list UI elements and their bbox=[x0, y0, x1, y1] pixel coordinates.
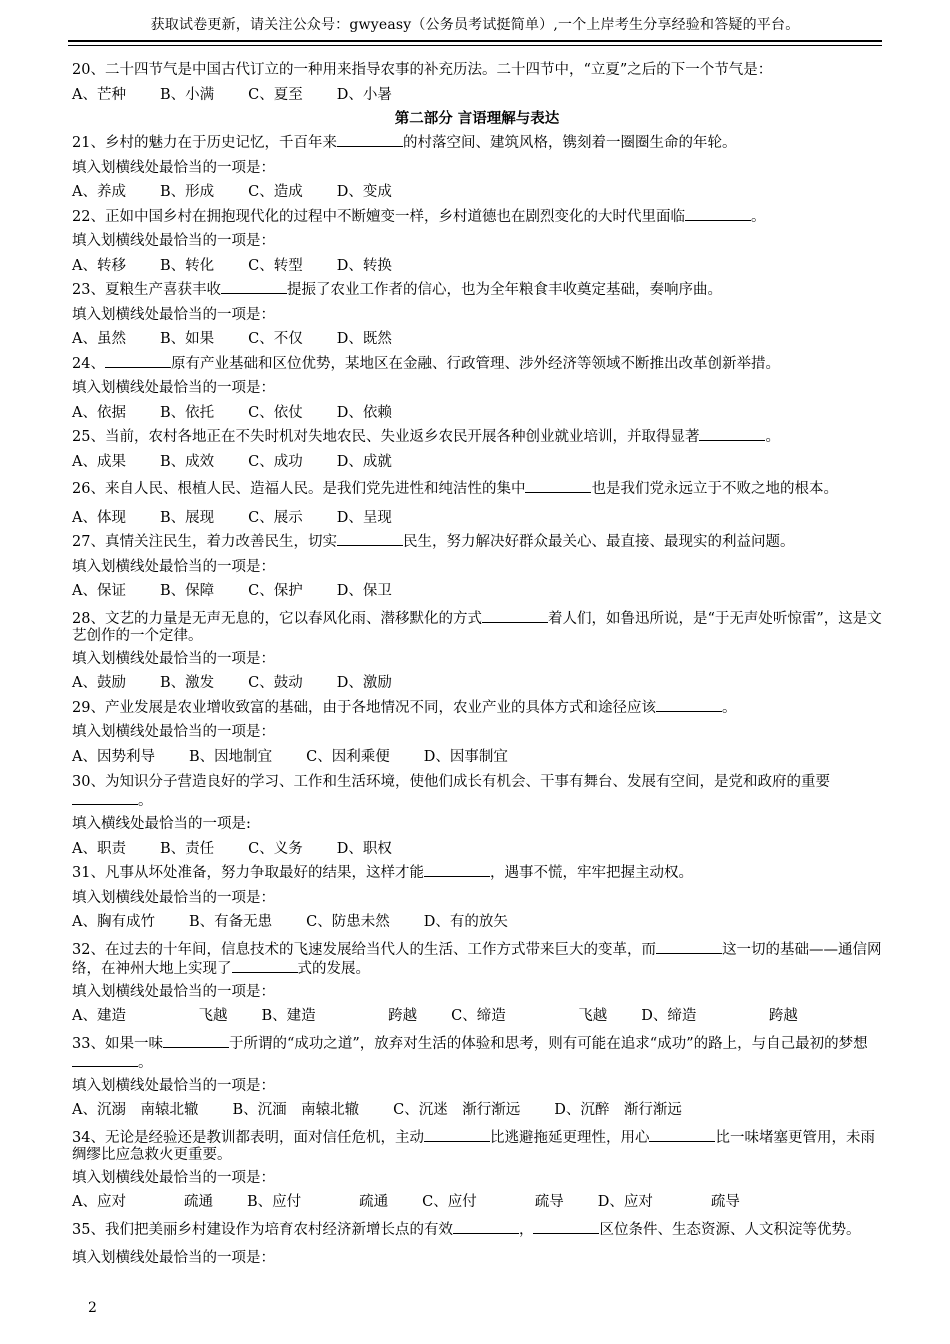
option: D、职权 bbox=[336, 840, 392, 857]
answer-blank bbox=[72, 791, 138, 805]
option: B、成效 bbox=[159, 453, 215, 470]
answer-blank bbox=[656, 940, 722, 954]
options-27 bbox=[72, 579, 882, 604]
option: C、保护 bbox=[248, 583, 303, 599]
prompt: 填入划横线处最恰当的一项是： bbox=[72, 558, 275, 575]
option: B、形成 bbox=[159, 184, 215, 200]
option: D、缔造 跨越 bbox=[641, 1008, 798, 1024]
question-25: 25、当前，农村各地正在不失时机对失地农民、失业返乡农民开展各种创业就业培训，并取得显著 。 bbox=[72, 429, 780, 445]
options-30 bbox=[72, 837, 882, 862]
option: C、成功 bbox=[248, 453, 303, 470]
options-28 bbox=[72, 671, 882, 696]
option: D、既然 bbox=[336, 331, 392, 347]
options-34 bbox=[72, 1190, 882, 1215]
options-25 bbox=[72, 450, 882, 475]
option: A、转移 bbox=[72, 257, 126, 274]
prompt: 填入划横线处最恰当的一项是： bbox=[72, 1250, 275, 1266]
option: A、成果 bbox=[72, 453, 126, 470]
option: A、芒种 bbox=[72, 86, 126, 103]
options-26 bbox=[72, 506, 882, 531]
answer-blank bbox=[337, 532, 403, 546]
option: C、造成 bbox=[248, 184, 303, 200]
option: A、胸有成竹 bbox=[72, 914, 155, 930]
option: A、应对 疏通 bbox=[72, 1194, 213, 1210]
option: A、养成 bbox=[72, 184, 126, 200]
header-rule-thin bbox=[68, 45, 882, 46]
option: D、激励 bbox=[336, 675, 392, 691]
question-31: 31、凡事从坏处准备，努力争取最好的结果，这样才能 ，遇事不慌，牢牢把握主动权。 bbox=[72, 865, 693, 881]
option: B、转化 bbox=[159, 257, 215, 274]
options-33 bbox=[72, 1098, 882, 1123]
option: C、防患未然 bbox=[306, 914, 390, 930]
options-22 bbox=[72, 254, 882, 279]
prompt: 填入划横线处最恰当的一项是： bbox=[72, 889, 275, 906]
option: A、沉溺 南辕北辙 bbox=[72, 1102, 199, 1118]
option: B、应付 疏通 bbox=[246, 1194, 389, 1210]
answer-blank bbox=[656, 698, 722, 712]
prompt: 填入划横线处最恰当的一项是： bbox=[72, 650, 275, 667]
options-24 bbox=[72, 401, 882, 426]
options-21 bbox=[72, 180, 882, 205]
option: D、有的放矢 bbox=[423, 914, 508, 930]
option: C、沉迷 渐行渐远 bbox=[393, 1102, 521, 1118]
options-20 bbox=[72, 83, 882, 108]
question-27: 27、真情关注民生，着力改善民生，切实 民生，努力解决好群众最关心、最直接、最现实的利益问题。 bbox=[72, 534, 795, 550]
question-24: 24、 原有产业基础和区位优势，某地区在金融、行政管理、涉外经济等领域不断推出改革创新举措。 bbox=[72, 355, 780, 372]
page-number: 2 bbox=[88, 1300, 97, 1316]
answer-blank bbox=[699, 427, 765, 441]
prompt: 填入划横线处最恰当的一项是： bbox=[72, 306, 275, 323]
answer-blank bbox=[424, 1128, 490, 1142]
options-32 bbox=[72, 1004, 882, 1029]
question-29: 29、产业发展是农业增收致富的基础，由于各地情况不同，农业产业的具体方式和途径应该 。 bbox=[72, 699, 737, 716]
question-30: 30、为知识分子营造良好的学习、工作和生活环境，使他们成长有机会、干事有舞台、发展有空间，是党和政府的重要。 bbox=[72, 774, 830, 809]
option: B、因地制宜 bbox=[188, 748, 273, 765]
option: A、鼓励 bbox=[72, 675, 126, 691]
answer-blank bbox=[533, 1220, 599, 1234]
option: C、因利乘便 bbox=[306, 748, 390, 765]
option: B、依托 bbox=[159, 404, 215, 421]
option: D、应对 疏导 bbox=[597, 1194, 740, 1210]
answer-blank bbox=[424, 863, 490, 877]
option: A、建造 飞越 bbox=[72, 1008, 228, 1024]
question-21: 21、乡村的魅力在于历史记忆，千百年来 的村落空间、建筑风格，镌刻着一圈圈生命的年轮。 bbox=[72, 135, 737, 151]
option: C、展示 bbox=[248, 509, 303, 526]
question-26: 26、来自人民、根植人民、造福人民。是我们党先进性和纯洁性的集中 也是我们党永远立于不败之地的根本。 bbox=[72, 481, 838, 497]
option: C、鼓动 bbox=[248, 675, 303, 691]
option: C、夏至 bbox=[248, 86, 303, 103]
question-23: 23、夏粮生产喜获丰收 提振了农业工作者的信心，也为全年粮食丰收奠定基础，奏响序曲。 bbox=[72, 282, 722, 298]
answer-blank bbox=[453, 1220, 519, 1234]
option: C、义务 bbox=[248, 840, 303, 857]
header-rule-thick bbox=[68, 40, 882, 42]
option: A、职责 bbox=[72, 840, 126, 857]
option: A、虽然 bbox=[72, 331, 126, 347]
prompt: 填入划横线处最恰当的一项是： bbox=[72, 159, 275, 176]
option: A、保证 bbox=[72, 583, 126, 599]
question-33: 33、如果一味 于所谓的“成功之道”，放弃对生活的体验和思考，则有可能在追求“成功”的路上，与自己最初的梦想。 bbox=[72, 1035, 868, 1071]
option: B、沉湎 南辕北辙 bbox=[232, 1102, 360, 1118]
question-34: 34、无论是经验还是教训都表明，面对信任危机，主动 比逃避拖延更理性，用心 比一味堵塞更管用，未雨绸缪比应急救火更重要。 bbox=[72, 1129, 875, 1163]
option: A、因势利导 bbox=[72, 748, 155, 765]
option: C、不仅 bbox=[248, 331, 303, 347]
question-35: 35、我们把美丽乡村建设作为培育农村经济新增长点的有效 ， 区位条件、生态资源、人文积淀等优势。 bbox=[72, 1221, 861, 1238]
option: B、责任 bbox=[159, 840, 215, 857]
option: B、保障 bbox=[159, 583, 215, 599]
prompt: 填入划横线处最恰当的一项是： bbox=[72, 1169, 275, 1186]
option: A、体现 bbox=[72, 509, 126, 526]
answer-blank bbox=[105, 354, 171, 368]
option: D、保卫 bbox=[336, 583, 392, 599]
answer-blank bbox=[163, 1034, 229, 1048]
answer-blank bbox=[482, 609, 548, 623]
option: D、变成 bbox=[336, 184, 392, 200]
prompt: 填入划横线处最恰当的一项是： bbox=[72, 724, 275, 740]
option: D、呈现 bbox=[336, 509, 392, 526]
question-28: 28、文艺的力量是无声无息的，它以春风化雨、潜移默化的方式 着人们，如鲁迅所说，是“于无声处听惊雷”，这是文艺创作的一个定律。 bbox=[72, 610, 882, 644]
answer-blank bbox=[685, 207, 751, 221]
answer-blank bbox=[232, 959, 298, 973]
header-note: 获取试卷更新，请关注公众号：gwyeasy（公务员考试挺简单）,一个上岸考生分享经验和答疑的平台。 bbox=[150, 17, 800, 33]
option: B、展现 bbox=[159, 509, 215, 526]
option: D、沉醉 渐行渐远 bbox=[554, 1102, 682, 1118]
answer-blank bbox=[649, 1128, 715, 1142]
option: D、转换 bbox=[336, 257, 392, 274]
options-23 bbox=[72, 327, 882, 352]
exam-content bbox=[72, 58, 882, 1271]
option: B、建造 跨越 bbox=[261, 1008, 418, 1024]
option: D、因事制宜 bbox=[423, 748, 508, 765]
option: D、依赖 bbox=[336, 404, 392, 421]
answer-blank bbox=[221, 280, 287, 294]
option: B、如果 bbox=[159, 331, 215, 347]
question-22: 22、正如中国乡村在拥抱现代化的过程中不断嬗变一样，乡村道德也在剧烈变化的大时代里面临 。 bbox=[72, 208, 766, 225]
option: C、转型 bbox=[248, 257, 303, 274]
question-32: 32、在过去的十年间，信息技术的飞速发展给当代人的生活、工作方式带来巨大的变革，而 这一切的基础——通信网络，在神州大地上实现了 式的发展。 bbox=[72, 941, 882, 977]
prompt: 填入划横线处最恰当的一项是： bbox=[72, 233, 275, 249]
options-29 bbox=[72, 745, 882, 770]
answer-blank bbox=[72, 1053, 138, 1067]
section-title: 第二部分 言语理解与表达 bbox=[394, 111, 560, 127]
option: B、激发 bbox=[159, 675, 215, 691]
prompt: 填入划横线处最恰当的一项是： bbox=[72, 380, 275, 396]
option: D、成就 bbox=[336, 453, 392, 470]
option: A、依据 bbox=[72, 404, 126, 421]
option: C、缔造 飞越 bbox=[451, 1008, 608, 1024]
options-31 bbox=[72, 910, 882, 935]
option: C、应付 疏导 bbox=[422, 1194, 564, 1210]
option: C、依仗 bbox=[248, 404, 303, 421]
prompt: 填入划横线处最恰当的一项是： bbox=[72, 1077, 275, 1094]
prompt: 填入横线处最恰当的一项是: bbox=[72, 816, 251, 832]
answer-blank bbox=[337, 133, 403, 147]
question-20: 20、二十四节气是中国古代订立的一种用来指导农事的补充历法。二十四节中，“立夏”之后的下一个节气是： bbox=[72, 62, 773, 78]
option: B、小满 bbox=[159, 86, 215, 103]
answer-blank bbox=[525, 479, 591, 493]
option: D、小暑 bbox=[336, 86, 392, 103]
option: B、有备无患 bbox=[188, 914, 273, 930]
prompt: 填入划横线处最恰当的一项是： bbox=[72, 983, 275, 1000]
